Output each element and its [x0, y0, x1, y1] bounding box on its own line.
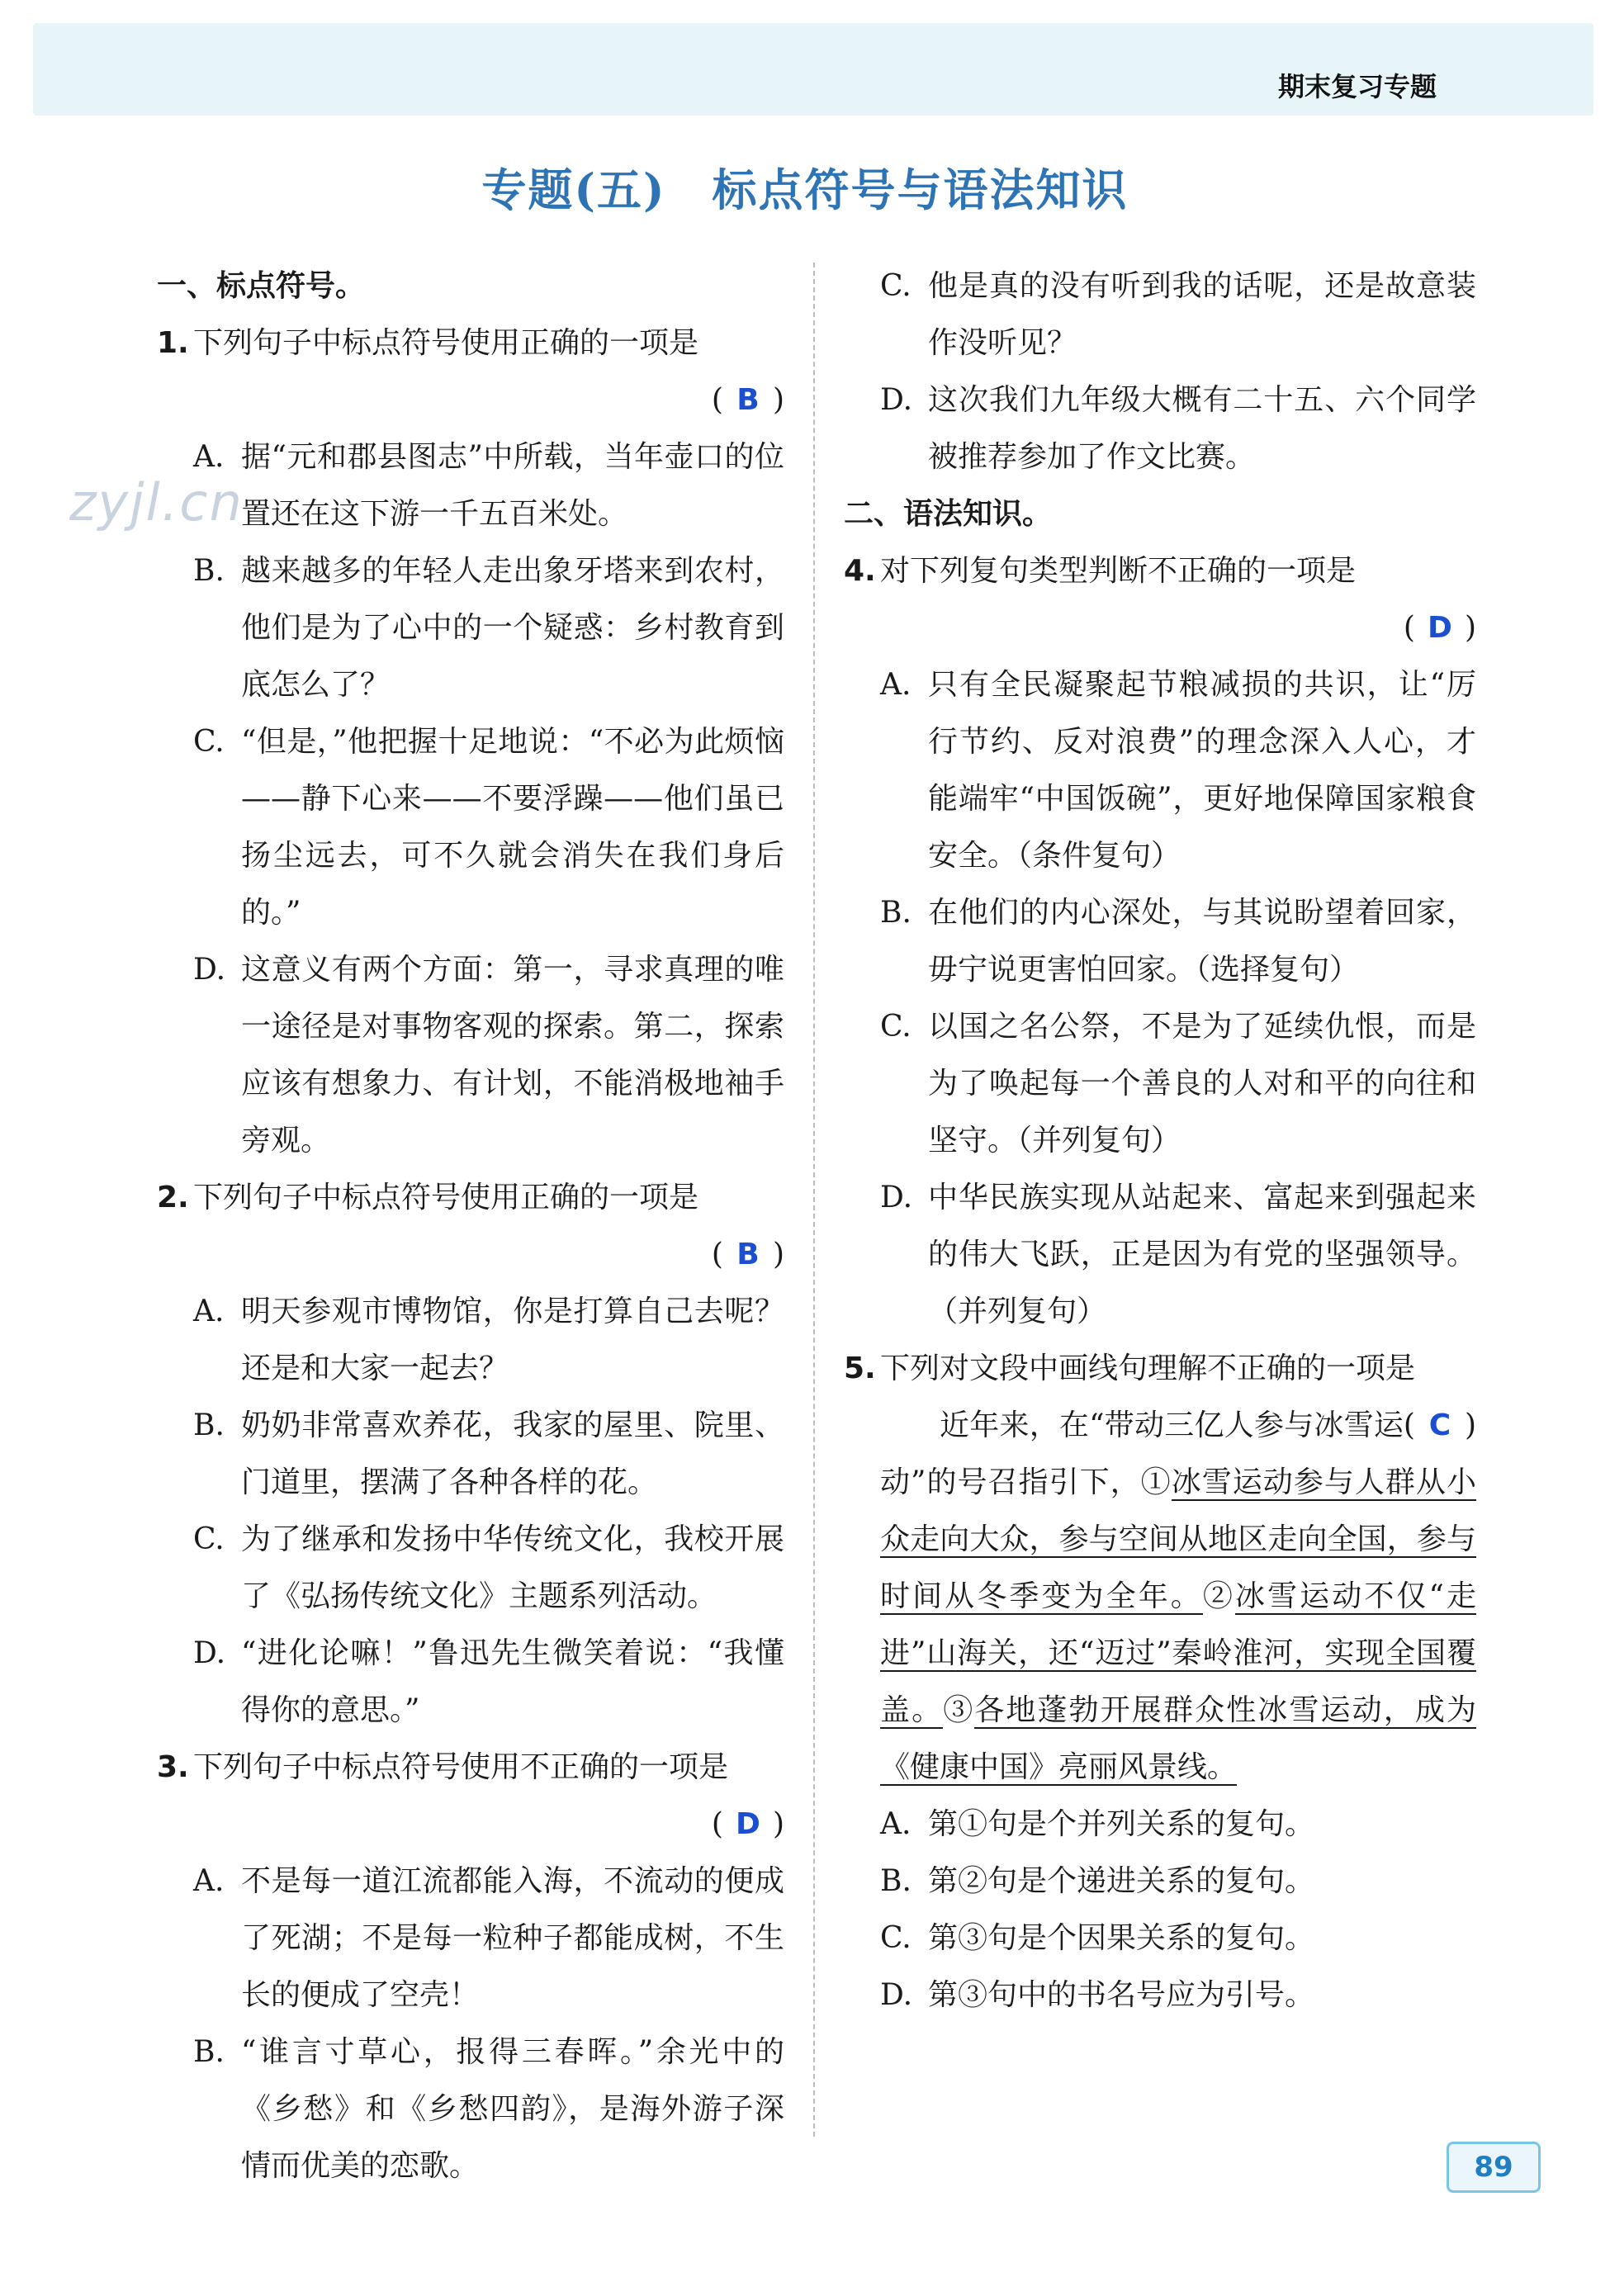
- option-1d: D. 这意义有两个方面：第一，寻求真理的唯一途径是对事物客观的探索。第二，探索应该有想象力、有计划，不能消极地袖手旁观。: [193, 953, 784, 1157]
- answer-bracket-1: ( B ): [157, 372, 784, 428]
- underlined-sentence-2: 冰雪运动不仅“走进”山海关，还“迈过”秦岭淮河，实现全国覆盖。: [880, 1579, 1476, 1727]
- underlined-sentence-3: 各地蓬勃开展群众性冰雪运动，成为《健康中国》亮丽风景线。: [880, 1693, 1476, 1784]
- running-header: 期末复习专题: [1277, 71, 1437, 102]
- option-5a: A. 第①句是个并列关系的复句。: [880, 1807, 1315, 1841]
- answer-value: B: [736, 383, 760, 417]
- option-2a: A. 明天参观市博物馆，你是打算自己去呢？还是和大家一起去？: [193, 1295, 784, 1385]
- left-column: [157, 258, 784, 2194]
- question-1: [157, 315, 784, 372]
- option-1b: B. 越来越多的年轻人走出象牙塔来到农村，他们是为了心中的一个疑惑：乡村教育到底怎么了？: [193, 554, 784, 702]
- reading-passage: 近年来，在“带动三亿人参与冰雪运动”的号召指引下，①冰雪运动参与人群从小众走向大众，参与空间从地区走向全国，参与时间从冬季变为全年。②冰雪运动不仅“走进”山海关，还“迈过”秦岭淮河，实现全国覆盖。③各地蓬勃开展群众性冰雪运动，成为《健康中国》亮丽风景线。: [880, 1408, 1476, 1784]
- question-3: [157, 1739, 784, 1796]
- question-stem: 下列句子中标点符号使用不正确的一项是: [193, 1750, 729, 1784]
- option-1c: C. “但是，”他把握十足地说：“不必为此烦恼——静下心来——不要浮躁——他们虽已扬尘远去，可不久就会消失在我们身后的。”: [193, 725, 784, 930]
- option-2b: B. 奶奶非常喜欢养花，我家的屋里、院里、门道里，摆满了各种各样的花。: [193, 1408, 784, 1499]
- question-2: [157, 1169, 784, 1226]
- question-5: [844, 1340, 1476, 1442]
- option-3b: B. “谁言寸草心，报得三春晖。”余光中的《乡愁》和《乡愁四韵》，是海外游子深情而优美的恋歌。: [193, 2035, 784, 2183]
- question-number: 2.: [157, 1181, 189, 1214]
- question-number: 5.: [844, 1352, 876, 1385]
- page-number: 89: [1447, 2142, 1541, 2193]
- watermark: zyjl.cn: [69, 472, 244, 533]
- answer-value: B: [736, 1238, 760, 1271]
- underlined-sentence-1: 冰雪运动参与人群从小众走向大众，参与空间从地区走向全国，参与时间从冬季变为全年。: [880, 1465, 1476, 1613]
- question-number: 4.: [844, 554, 876, 588]
- section-heading-grammar: 二、语法知识。: [844, 497, 1053, 531]
- question-stem: 下列句子中标点符号使用正确的一项是: [193, 326, 699, 360]
- question-stem: 下列句子中标点符号使用正确的一项是: [193, 1181, 699, 1214]
- option-4d: D. 中华民族实现从站起来、富起来到强起来的伟大飞跃，正是因为有党的坚强领导。（并列复句）: [880, 1181, 1476, 1328]
- sentence-marker-1: ①: [1140, 1465, 1172, 1499]
- option-4a: A. 只有全民凝聚起节粮减损的共识，让“厉行节约、反对浪费”的理念深入人心，才能端牢“中国饭碗”，更好地保障国家粮食安全。（条件复句）: [880, 668, 1476, 873]
- question-number: 1.: [157, 326, 189, 360]
- page-title: 专题(五) 标点符号与语法知识: [481, 163, 1129, 216]
- answer-bracket-4: ( D ): [844, 599, 1476, 656]
- answer-bracket-5: ( C ): [1404, 1397, 1476, 1454]
- option-2d: D. “进化论嘛！”鲁迅先生微笑着说：“我懂得你的意思。”: [193, 1636, 784, 1727]
- answer-value: D: [1428, 611, 1452, 645]
- column-divider: [813, 263, 815, 2137]
- answer-value: C: [1428, 1408, 1451, 1442]
- answer-bracket-2: ( B ): [157, 1226, 784, 1283]
- right-column: [844, 258, 1476, 2024]
- option-3c: C. 他是真的没有听到我的话呢，还是故意装作没听见？: [880, 269, 1476, 360]
- option-3d: D. 这次我们九年级大概有二十五、六个同学被推荐参加了作文比赛。: [880, 383, 1476, 474]
- option-1a: A. 据“元和郡县图志”中所载，当年壶口的位置还在这下游一千五百米处。: [193, 440, 784, 531]
- option-2c: C. 为了继承和发扬中华传统文化，我校开展了《弘扬传统文化》主题系列活动。: [193, 1522, 784, 1613]
- question-4: [844, 542, 1476, 599]
- sentence-marker-3: ③: [943, 1693, 975, 1727]
- option-4b: B. 在他们的内心深处，与其说盼望着回家，毋宁说更害怕回家。（选择复句）: [880, 896, 1476, 987]
- option-5b: B. 第②句是个递进关系的复句。: [880, 1864, 1315, 1898]
- option-4c: C. 以国之名公祭，不是为了延续仇恨，而是为了唤起每一个善良的人对和平的向往和坚守。（并列复句）: [880, 1010, 1476, 1157]
- question-number: 3.: [157, 1750, 189, 1784]
- answer-value: D: [736, 1807, 760, 1841]
- section-heading-punctuation: 一、标点符号。: [157, 269, 366, 303]
- option-5d: D. 第③句中的书名号应为引号。: [880, 1978, 1315, 2012]
- option-3a: A. 不是每一道江流都能入海，不流动的便成了死湖；不是每一粒种子都能成树，不生长的便成了空壳！: [193, 1864, 784, 2012]
- answer-bracket-3: ( D ): [157, 1796, 784, 1853]
- option-5c: C. 第③句是个因果关系的复句。: [880, 1921, 1315, 1955]
- question-stem: 对下列复句类型判断不正确的一项是: [880, 554, 1357, 588]
- sentence-marker-2: ②: [1202, 1579, 1235, 1613]
- question-stem: 下列对文段中画线句理解不正确的一项是: [880, 1352, 1416, 1385]
